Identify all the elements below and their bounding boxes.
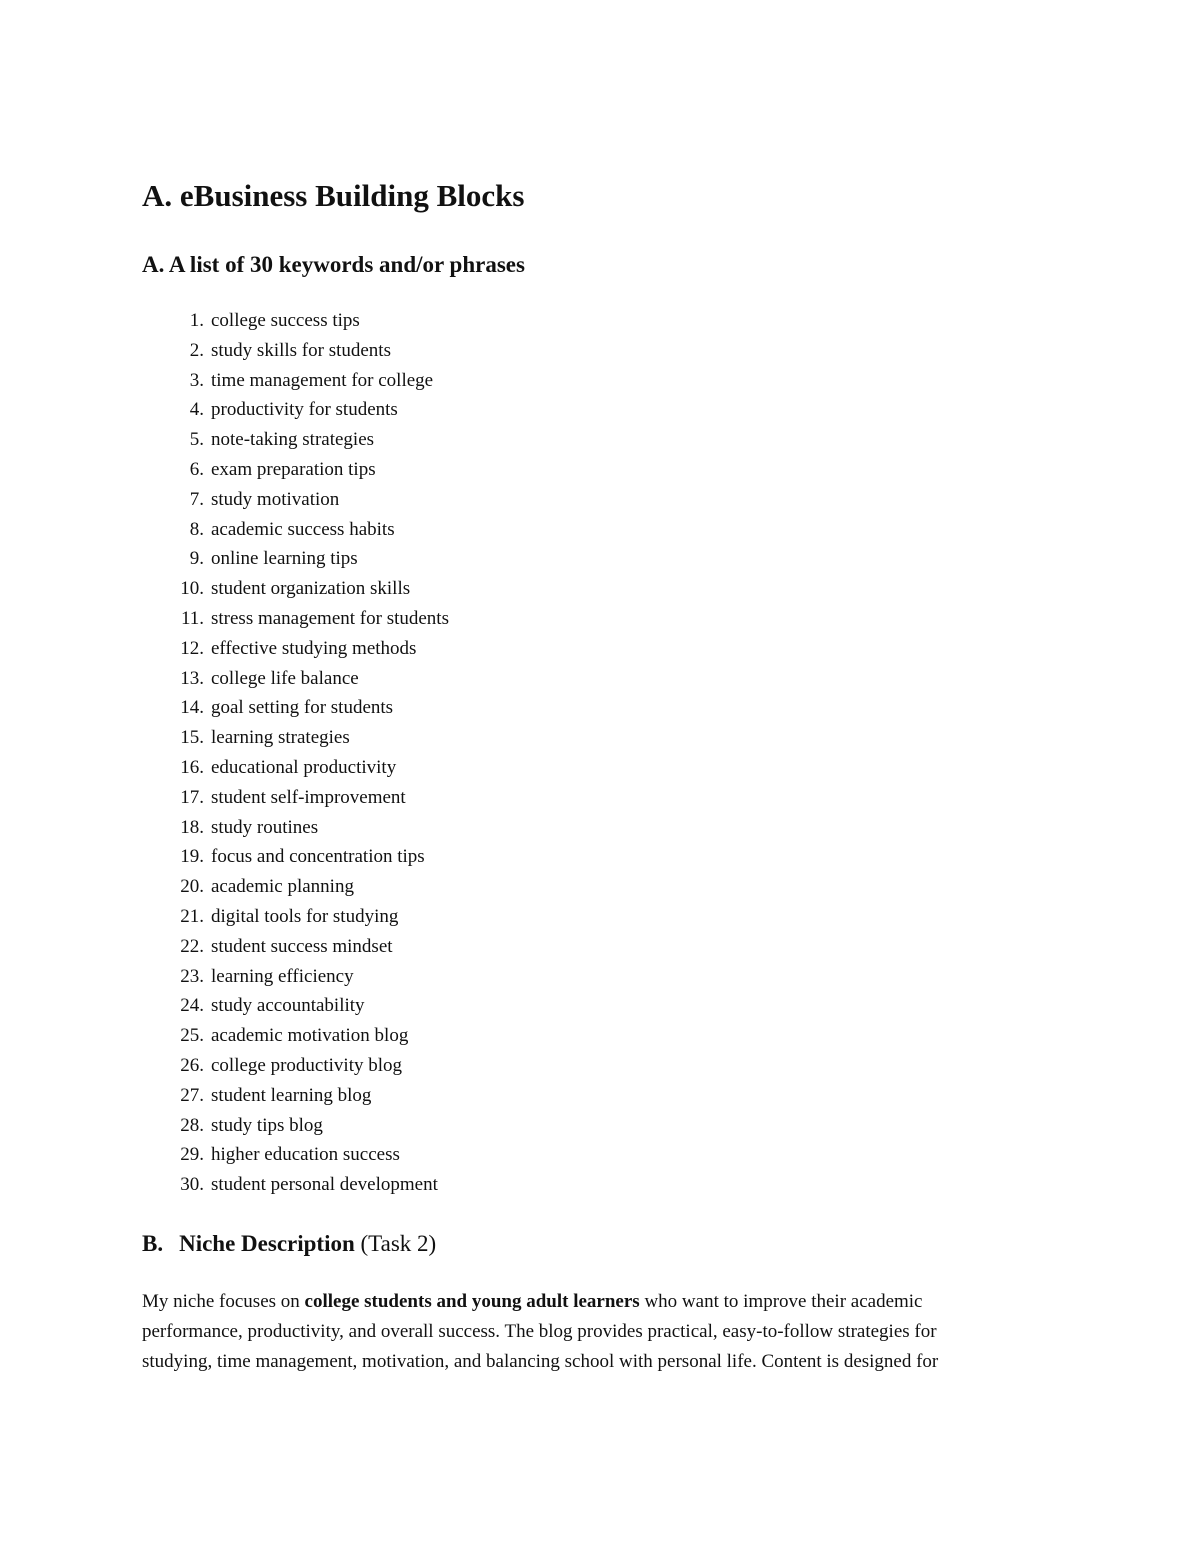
- list-item-number: 7.: [189, 488, 204, 510]
- list-item-text: student learning blog: [211, 1084, 372, 1106]
- list-item-text: student self-improvement: [211, 786, 406, 808]
- list-item-text: note-taking strategies: [211, 429, 375, 451]
- list-item-text: online learning tips: [211, 548, 358, 570]
- list-item-text: study motivation: [211, 488, 340, 510]
- list-item-text: exam preparation tips: [211, 458, 376, 480]
- list-item-number: 23.: [180, 965, 204, 987]
- list-item: [0, 486, 1200, 516]
- list-item-text: higher education success: [211, 1144, 400, 1166]
- paragraph-line-2: performance, productivity, and overall success. The blog provides practical, easy-to-follow strategies for: [142, 1321, 937, 1342]
- list-item-number: 6.: [189, 458, 204, 480]
- section-b-letter: B.: [142, 1231, 164, 1256]
- list-item-text: study routines: [211, 816, 319, 838]
- list-item: [0, 1141, 1200, 1171]
- list-item: [0, 1171, 1200, 1201]
- list-item-text: student success mindset: [211, 935, 393, 957]
- section-a-heading: A. A list of 30 keywords and/or phrases: [142, 252, 525, 277]
- list-item-number: 10.: [180, 578, 204, 600]
- list-item-text: learning strategies: [211, 727, 350, 749]
- list-item-number: 20.: [180, 876, 204, 898]
- list-item-number: 24.: [180, 995, 204, 1017]
- list-item-number: 3.: [189, 369, 204, 391]
- list-item-text: study accountability: [211, 995, 365, 1017]
- list-item-number: 9.: [189, 548, 204, 570]
- list-item: [0, 963, 1200, 993]
- list-item-number: 15.: [180, 727, 204, 749]
- list-item: [0, 367, 1200, 397]
- list-item-text: digital tools for studying: [211, 905, 399, 927]
- list-item-text: student personal development: [211, 1174, 438, 1196]
- list-item: [0, 724, 1200, 754]
- list-item: [0, 575, 1200, 605]
- list-item-text: college productivity blog: [211, 1054, 403, 1076]
- list-item-number: 4.: [189, 399, 204, 421]
- list-item-text: focus and concentration tips: [211, 846, 425, 868]
- list-item: [0, 903, 1200, 933]
- list-item-number: 2.: [189, 339, 204, 361]
- list-item-text: college life balance: [211, 667, 359, 689]
- list-item-number: 27.: [180, 1084, 204, 1106]
- list-item-text: productivity for students: [211, 399, 398, 421]
- list-item: [0, 1052, 1200, 1082]
- list-item-number: 17.: [180, 786, 204, 808]
- keyword-list: [0, 307, 1200, 1201]
- list-item-number: 1.: [189, 310, 204, 331]
- list-item-number: 8.: [189, 518, 204, 540]
- list-item-number: 19.: [180, 846, 204, 868]
- section-b-heading-bold: Niche Description: [179, 1231, 355, 1256]
- list-item: [0, 665, 1200, 695]
- list-item: [0, 933, 1200, 963]
- list-item: [0, 337, 1200, 367]
- list-item-number: 11.: [180, 607, 204, 629]
- list-item: [0, 635, 1200, 665]
- list-item-number: 12.: [180, 637, 204, 659]
- list-item-number: 25.: [180, 1025, 204, 1047]
- paragraph-line-3: studying, time management, motivation, and balancing school with personal life. Content is designed for: [142, 1351, 939, 1372]
- niche-description-paragraph: [142, 1287, 1062, 1377]
- paragraph-line-1-pre: My niche focuses on: [142, 1291, 305, 1312]
- list-item: [0, 814, 1200, 844]
- list-item-number: 13.: [180, 667, 204, 689]
- list-item-number: 26.: [180, 1054, 204, 1076]
- section-b-heading: [142, 1228, 436, 1260]
- list-item: [0, 396, 1200, 426]
- list-item: [0, 1082, 1200, 1112]
- list-item: [0, 1022, 1200, 1052]
- list-item-text: student organization skills: [211, 578, 411, 600]
- list-item-text: academic planning: [211, 876, 354, 898]
- list-item: [0, 516, 1200, 546]
- list-item: [0, 1112, 1200, 1142]
- list-item-text: study skills for students: [211, 339, 391, 361]
- list-item-text: time management for college: [211, 369, 434, 391]
- list-item-number: 18.: [180, 816, 204, 838]
- section-b-heading-plain: (Task 2): [360, 1231, 437, 1256]
- list-item-text: academic success habits: [211, 518, 395, 540]
- list-item: [0, 992, 1200, 1022]
- list-item: [0, 754, 1200, 784]
- list-item-text: goal setting for students: [211, 697, 394, 719]
- list-item-text: stress management for students: [211, 607, 449, 629]
- list-item: [0, 873, 1200, 903]
- list-item: [0, 426, 1200, 456]
- list-item-number: 30.: [180, 1174, 204, 1196]
- list-item-number: 21.: [180, 905, 204, 927]
- list-item-number: 14.: [180, 697, 204, 719]
- list-item: [0, 694, 1200, 724]
- list-item: [0, 307, 1200, 337]
- list-item-number: 28.: [180, 1114, 204, 1136]
- list-item-number: 29.: [180, 1144, 204, 1166]
- list-item-text: academic motivation blog: [211, 1025, 409, 1047]
- list-item: [0, 843, 1200, 873]
- list-item-text: study tips blog: [211, 1114, 323, 1136]
- page-title: A. eBusiness Building Blocks: [142, 178, 525, 213]
- paragraph-line-1: [142, 1287, 1062, 1317]
- list-item: [0, 605, 1200, 635]
- list-item-number: 5.: [189, 429, 204, 451]
- list-item-text: educational productivity: [211, 756, 397, 778]
- list-item: [0, 784, 1200, 814]
- list-item-text: effective studying methods: [211, 637, 417, 659]
- list-item: [0, 545, 1200, 575]
- list-item-number: 22.: [180, 935, 204, 957]
- list-item-text: learning efficiency: [211, 965, 354, 987]
- list-item-number: 16.: [180, 756, 204, 778]
- list-item: [0, 456, 1200, 486]
- list-item-text: college success tips: [211, 310, 360, 331]
- paragraph-line-1-post: who want to improve their academic: [639, 1291, 923, 1312]
- paragraph-line-1-bold: college students and young adult learners: [304, 1291, 640, 1312]
